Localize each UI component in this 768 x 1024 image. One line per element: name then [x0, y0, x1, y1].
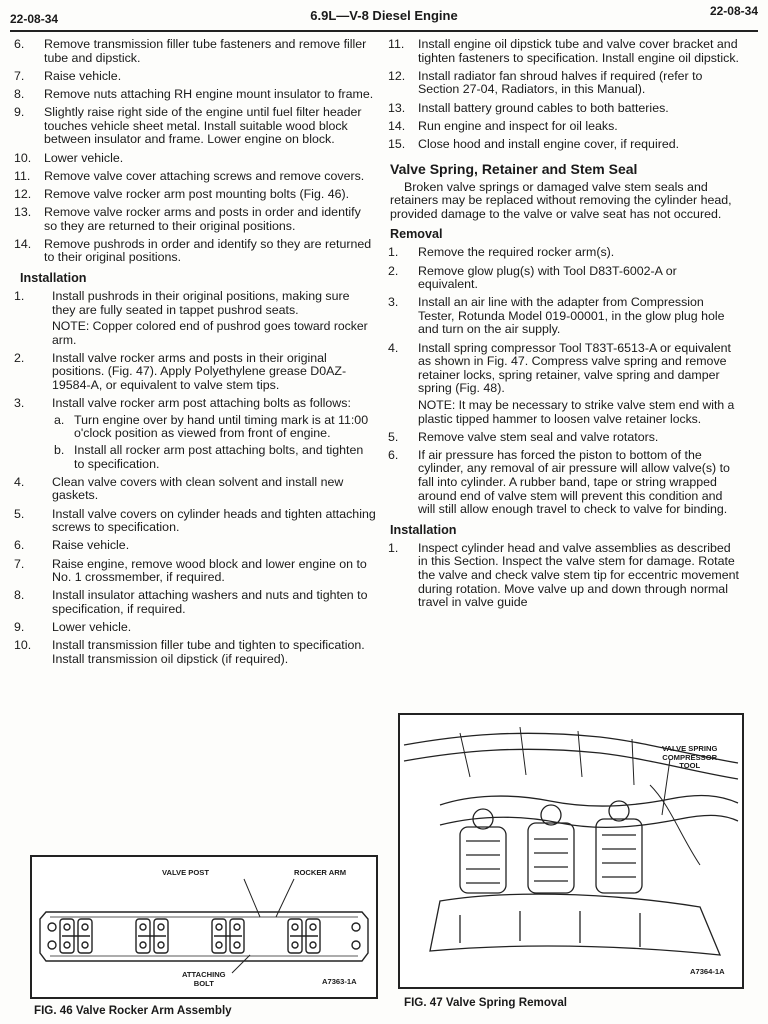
left-column: [14, 38, 376, 671]
step-number: 1.: [388, 245, 399, 260]
right-column: [388, 38, 740, 614]
removal-steps-continued: [14, 38, 376, 265]
sub-step-text: Turn engine over by hand until timing mark is at 11:00 o'clock position as viewed from front of engine.: [74, 412, 369, 441]
step-number: 5.: [388, 429, 399, 444]
step-text: Close hood and install engine cover, if required.: [418, 136, 680, 151]
section-intro: Broken valve springs or damaged valve stem seals and retainers may be replaced without removing the cylinder head, provided damage to the valve or valve seat has not occured.: [390, 179, 732, 221]
step-number: 9.: [14, 105, 25, 120]
step: [14, 188, 376, 202]
step-number: 1.: [388, 540, 399, 555]
step: [14, 508, 376, 535]
label-attaching-bolt: ATTACHING BOLT: [182, 970, 226, 988]
step-number: 4.: [388, 340, 399, 355]
step: [14, 88, 376, 102]
step-number: 7.: [14, 556, 25, 571]
sub-step-text: Install all rocker arm post attaching bolts, and tighten to specification.: [74, 443, 364, 471]
step-text: Raise vehicle.: [44, 68, 122, 83]
sub-step-letter: b.: [54, 443, 65, 457]
step: [14, 152, 376, 166]
step-text: Install valve rocker arm post attaching bolts as follows:: [52, 396, 351, 411]
step: [14, 639, 376, 666]
step-text: Raise vehicle.: [52, 538, 130, 553]
step-text: Remove pushrods in order and identify so they are returned to their original positions.: [44, 236, 372, 265]
step-number: 9.: [14, 620, 25, 635]
sub-step: [52, 444, 376, 471]
installation-steps-continued: [388, 38, 740, 152]
step-text: If air pressure has forced the piston to bottom of the cylinder, any removal of air pressure will allow valve(s) to fall into cylinder. A rubber band, tape or string wrapped around end of valve stem will prevent this condition and will still allow enough travel to check to valve for binding.: [418, 447, 730, 517]
step-text: Clean valve covers with clean solvent and install new gaskets.: [52, 474, 344, 503]
step: [388, 38, 740, 65]
label-valve-post: VALVE POST: [162, 868, 209, 877]
label-valve-spring-compressor-tool: VALVE SPRING COMPRESSOR TOOL: [662, 744, 718, 771]
step-number: 2.: [388, 263, 399, 278]
step: [388, 102, 740, 116]
figure-47-caption: FIG. 47 Valve Spring Removal: [404, 996, 568, 1009]
step: [388, 449, 740, 517]
step: [388, 138, 740, 152]
installation-heading: Installation: [390, 522, 457, 537]
step-number: 3.: [388, 295, 399, 310]
step-text: Install insulator attaching washers and nuts and tighten to specification, if required.: [52, 588, 368, 616]
step-number: 10.: [14, 638, 32, 653]
figure-code: A7363-1A: [322, 977, 357, 986]
figure-46: [30, 855, 378, 999]
step-number: 15.: [388, 136, 406, 151]
figure-47: [398, 713, 744, 989]
step-text: Remove valve rocker arm post mounting bolts (Fig. 46).: [44, 186, 350, 201]
step: [14, 238, 376, 265]
step: [388, 265, 740, 292]
step-number: 1.: [14, 289, 25, 304]
step-number: 12.: [388, 68, 406, 83]
step: [14, 397, 376, 471]
page-number-right: 22-08-34: [709, 4, 758, 18]
step-text: Install valve covers on cylinder heads and tighten attaching screws to specification.: [52, 506, 376, 535]
step-number: 6.: [14, 37, 25, 51]
step-number: 8.: [14, 588, 25, 603]
step-text: Run engine and inspect for oil leaks.: [418, 118, 618, 133]
installation-steps: [14, 290, 376, 666]
step: [388, 70, 740, 97]
step-text: Install radiator fan shroud halves if required (refer to Section 27-04, Radiators, in this Manual).: [418, 68, 703, 97]
step: [14, 539, 376, 553]
step-text: Install an air line with the adapter from Compression Tester, Rotunda Model 019-00001, in the glow plug hole and turn on the air supply.: [418, 295, 725, 337]
step-text: Remove nuts attaching RH engine mount insulator to frame.: [44, 86, 374, 101]
step: [14, 206, 376, 233]
step-number: 13.: [14, 205, 32, 220]
step-text: Remove valve cover attaching screws and remove covers.: [44, 168, 365, 183]
step-number: 11.: [14, 168, 31, 183]
step-text: Install battery ground cables to both batteries.: [418, 100, 669, 115]
step-number: 10.: [14, 150, 32, 165]
removal-heading: Removal: [390, 227, 443, 242]
step: [14, 476, 376, 503]
step-number: 14.: [14, 236, 32, 251]
sub-step: [52, 414, 376, 441]
step-number: 12.: [14, 186, 32, 201]
step: [388, 542, 740, 610]
step-number: 6.: [14, 538, 25, 553]
step: [388, 120, 740, 134]
step: [14, 558, 376, 585]
step: [388, 296, 740, 337]
figure-46-caption: FIG. 46 Valve Rocker Arm Assembly: [34, 1004, 232, 1017]
step-text: Install engine oil dipstick tube and valve cover bracket and tighten fasteners to specification. Install engine oil dipstick.: [418, 37, 739, 65]
step-text: Remove valve stem seal and valve rotators.: [418, 429, 659, 444]
label-rocker-arm: ROCKER ARM: [294, 868, 347, 877]
step-number: 5.: [14, 506, 25, 521]
step: [388, 246, 740, 260]
page-number-left: 22-08-34: [10, 12, 59, 26]
step: [388, 342, 740, 426]
step-number: 8.: [14, 86, 25, 101]
step: [388, 431, 740, 445]
step-number: 3.: [14, 396, 25, 411]
step-number: 4.: [14, 474, 25, 489]
step-text: Lower vehicle.: [44, 150, 124, 165]
page-header: [10, 4, 758, 32]
step-text: Remove the required rocker arm(s).: [418, 245, 615, 260]
step-text: Install transmission filler tube and tighten to specification. Install transmission oil dipstick (if required).: [52, 638, 365, 666]
step-text: Remove transmission filler tube fasteners and remove filler tube and dipstick.: [44, 37, 367, 65]
step-number: 11.: [388, 37, 405, 51]
step-text: Install valve rocker arms and posts in their original positions. (Fig. 47). Apply Polyethylene grease D0AZ-19584-A, or equivalent to valve stem tips.: [52, 350, 347, 393]
step-number: 6.: [388, 447, 399, 462]
step: [14, 589, 376, 616]
step-text: Remove glow plug(s) with Tool D83T-6002-A or equivalent.: [418, 263, 677, 292]
sub-step-letter: a.: [54, 412, 65, 427]
step: [14, 38, 376, 65]
removal-steps: [388, 246, 740, 516]
figure-code: A7364-1A: [690, 967, 725, 976]
step: [14, 70, 376, 84]
installation-heading: Installation: [20, 271, 87, 286]
step-number: 2.: [14, 350, 25, 365]
step-number: 13.: [388, 100, 406, 115]
step-note: NOTE: Copper colored end of pushrod goes toward rocker arm.: [52, 319, 368, 347]
step: [14, 352, 376, 393]
step-text: Remove valve rocker arms and posts in order and identify so they are returned to their original positions.: [44, 205, 361, 233]
step: [14, 621, 376, 635]
page-title: 6.9L—V-8 Diesel Engine: [310, 8, 458, 23]
section-title: Valve Spring, Retainer and Stem Seal: [390, 160, 638, 177]
step-number: 7.: [14, 68, 25, 83]
step: [14, 170, 376, 184]
step-text: Lower vehicle.: [52, 620, 132, 635]
installation-steps: [388, 542, 740, 610]
step-text: Inspect cylinder head and valve assemblies as described in this Section. Inspect the valve stem for damage. Rotate the valve and check valve stem tip for eccentric movement during rotation. Move valve up and down through normal travel in valve guide: [418, 540, 739, 610]
step-text: Install spring compressor Tool T83T-6513-A or equivalent as shown in Fig. 47. Compress valve spring and remove retainer locks, spring retainer, valve spring and damper spring (Fig. 48).: [418, 340, 731, 396]
step-text: Slightly raise right side of the engine until fuel filter header touches vehicle sheet metal. Install suitable wood block between insulator and frame. Lower engine on block.: [44, 105, 362, 147]
step-text: Install pushrods in their original positions, making sure they are fully seated in tappet pushrod seats.: [52, 289, 350, 317]
step-note: NOTE: It may be necessary to strike valve stem end with a plastic tipped hammer to loosen valve retainer locks.: [418, 398, 735, 426]
step-text: Raise engine, remove wood block and lower engine on to No. 1 crossmember, if required.: [52, 556, 367, 585]
step: [14, 290, 376, 347]
step: [14, 106, 376, 147]
step-number: 14.: [388, 118, 406, 133]
